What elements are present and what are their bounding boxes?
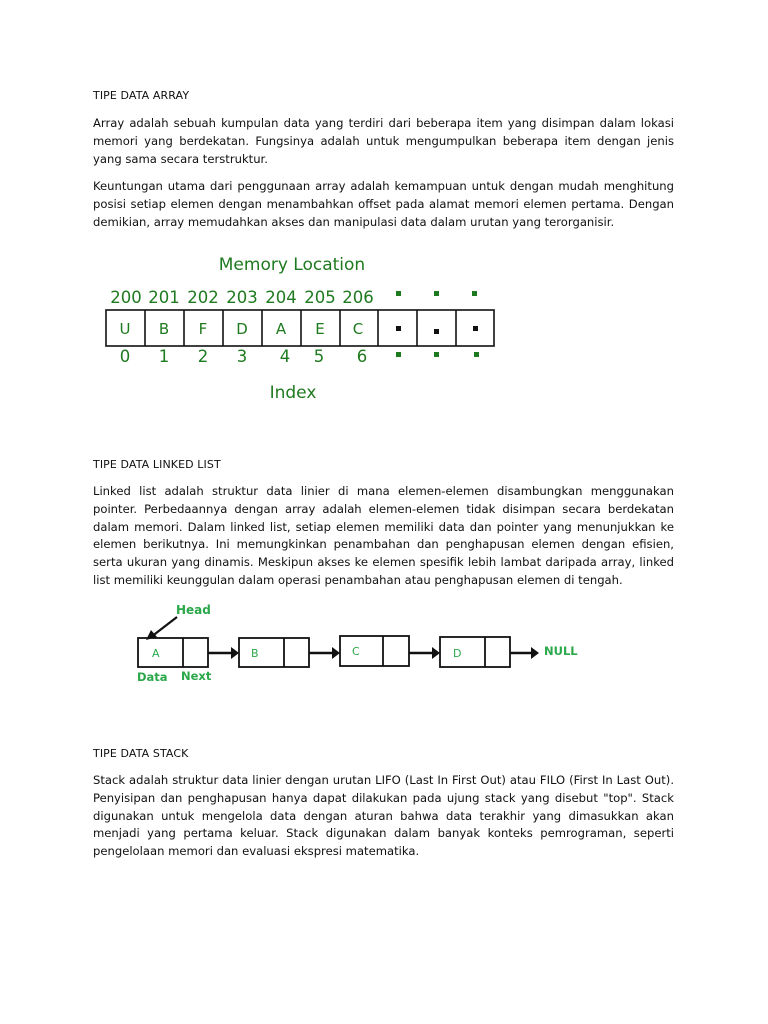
- node-data-label: A: [152, 647, 160, 660]
- node-d: [440, 637, 510, 667]
- index-labels: [120, 347, 368, 366]
- node-b: [239, 638, 309, 667]
- address-label: 202: [187, 288, 219, 307]
- link-arrow-tip: [332, 647, 340, 659]
- address-labels: [110, 288, 374, 307]
- index-label: 3: [236, 347, 248, 366]
- null-arrow-tip: [531, 647, 539, 659]
- cell-value: B: [158, 320, 170, 338]
- node-a: [138, 638, 208, 667]
- cell-value: C: [352, 320, 364, 338]
- cell-value: F: [198, 320, 208, 338]
- stack-paragraph: Stack adalah struktur data linier dengan urutan LIFO (Last In First Out) atau FILO (First In Last Out). Penyisipan dan penghapusan hanya dapat dilakukan pada ujung stack yang disebut "top". Stack digunakan untuk mengelola data dengan aturan bahwa data terakhir yang dimasukkan akan menjadi yang pertama keluar. Stack digunakan dalam banyak konteks pemrograman, seperti pengelolaan memori dan evaluasi ekspresi matematika.: [93, 773, 674, 859]
- ellipsis-dots-top: [396, 291, 477, 296]
- node-data-label: D: [453, 647, 462, 660]
- next-field-label: Next: [181, 669, 212, 683]
- array-paragraph-2: Keuntungan utama dari penggunaan array adalah kemampuan untuk dengan mudah menghitung posisi setiap elemen dengan menambahkan offset pada alamat memori elemen pertama. Dengan demikian, array memudahkan akses dan manipulasi data dalam urutan yang terorganisir.: [93, 179, 674, 229]
- link-arrow-tip: [432, 647, 440, 659]
- address-label: 206: [342, 288, 374, 307]
- null-label: NULL: [544, 644, 578, 658]
- ellipsis-dots-cells: [396, 326, 478, 334]
- memory-location-title: Memory Location: [218, 255, 366, 275]
- index-label: 6: [356, 347, 368, 366]
- cell-value: E: [315, 320, 325, 338]
- cell-values: [120, 320, 364, 338]
- address-label: 201: [148, 288, 180, 307]
- cell-value: U: [119, 320, 131, 338]
- linked-list-diagram: [0, 598, 768, 690]
- array-paragraph-1: Array adalah sebuah kumpulan data yang terdiri dari beberapa item yang disimpan dalam lokasi memori yang berdekatan. Fungsinya adalah untuk mengumpulkan beberapa item dengan jenis yang sama secara terstruktur.: [93, 116, 674, 166]
- node-c: [340, 636, 409, 666]
- index-title: Index: [269, 383, 317, 403]
- head-label: Head: [176, 603, 211, 617]
- address-label: 203: [226, 288, 258, 307]
- link-arrow-tip: [231, 647, 239, 659]
- linked-list-paragraph: Linked list adalah struktur data linier di mana elemen-elemen disambungkan menggunakan pointer. Perbedaannya dengan array adalah elemen-elemen tidak disimpan secara berdekatan dalam memori. Dalam linked list, setiap elemen memiliki data dan pointer yang menunjukkan ke elemen berikutnya. Ini memungkinkan penambahan dan penghapusan elemen dengan efisien, serta ukuran yang dinamis. Meskipun akses ke elemen spesifik lebih lambat daripada array, linked list memiliki keunggulan dalam operasi penambahan atau penghapusan elemen di tengah.: [93, 484, 674, 587]
- array-memory-diagram: [0, 245, 768, 410]
- ellipsis-dots-bottom: [396, 352, 479, 357]
- heading-array: TIPE DATA ARRAY: [93, 89, 190, 102]
- node-data-label: C: [352, 645, 360, 658]
- index-label: 4: [279, 347, 291, 366]
- data-field-label: Data: [137, 670, 168, 684]
- head-arrow: [151, 617, 177, 637]
- cell-value: A: [275, 320, 287, 338]
- index-label: 0: [119, 347, 131, 366]
- address-label: 204: [265, 288, 297, 307]
- index-label: 1: [158, 347, 170, 366]
- heading-linked-list: TIPE DATA LINKED LIST: [93, 458, 221, 471]
- address-label: 205: [304, 288, 336, 307]
- index-label: 5: [313, 347, 325, 366]
- address-label: 200: [110, 288, 142, 307]
- node-data-label: B: [251, 647, 259, 660]
- index-label: 2: [197, 347, 209, 366]
- heading-stack: TIPE DATA STACK: [93, 747, 189, 760]
- cell-value: D: [236, 320, 248, 338]
